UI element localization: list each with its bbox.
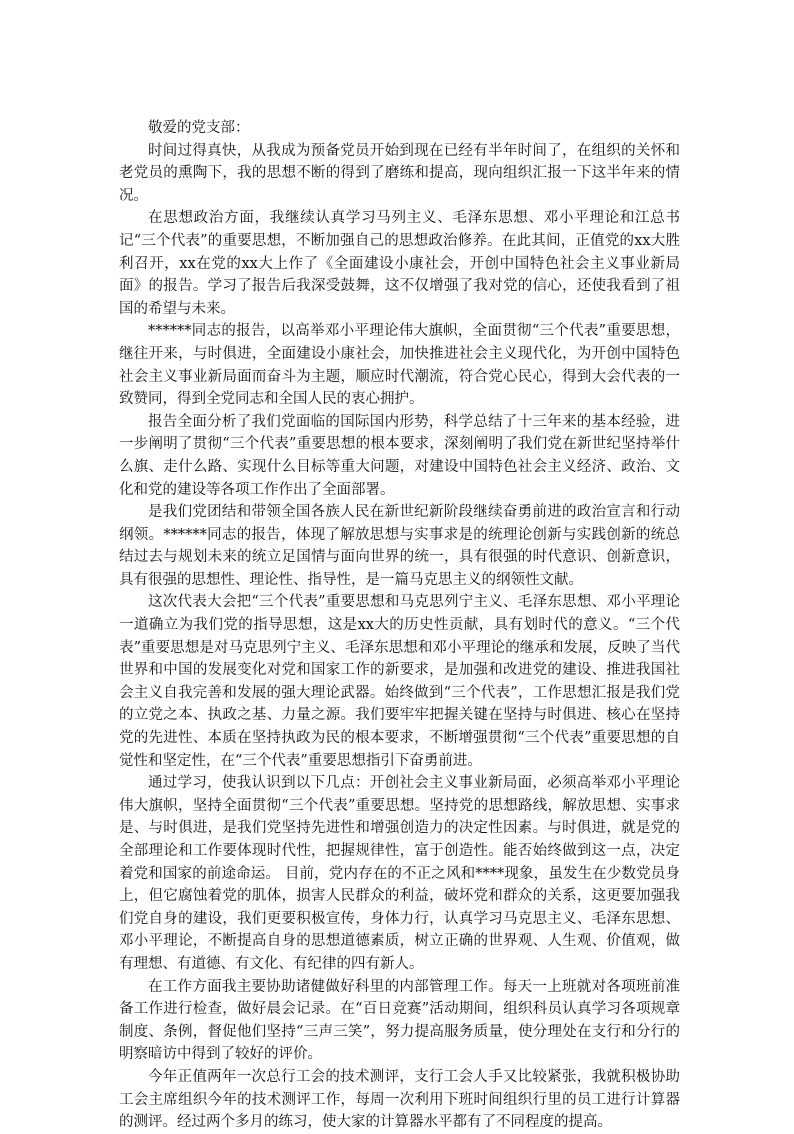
- paragraph-three-represents: 这次代表大会把“三个代表”重要思想和马克思列宁主义、毛泽东思想、邓小平理论一道确立为我们党的指导思想，这是xx大的历史性贡献，具有划时代的意义。“三个代表”重要思想是对马克思列宁主义、毛泽东思想和邓小平理论的继承和发展，反映了当代世界和中国的发展变化对党和国家工作的新要求，是加强和改进党的建设、推进我国社会主义自我完善和发展的强大理论武器。始终做到“三个代表”，工作思想汇报是我们党的立党之本、执政之基、力量之源。我们要牢牢把握关键在坚持与时俱进、核心在坚持党的先进性、本质在坚持执政为民的根本要求，不断增强贯彻“三个代表”重要思想的自觉性和坚定性，在“三个代表”重要思想指引下奋勇前进。: [119, 594, 680, 769]
- paragraph-technical-evaluation: 今年正值两年一次总行工会的技术测评，支行工会人手又比较紧张，我就积极协助工会主席组织今年的技术测评工作，每周一次利用下班时间组织行里的员工进行计算器的测评。经过两个多月的练习，使大家的计算器水平都有了不同程度的提高。: [119, 1068, 680, 1131]
- paragraph-intro: 时间过得真快，从我成为预备党员开始到现在已经有半年时间了，在组织的关怀和老党员的熏陶下，我的思想不断的得到了磨练和提高，现向组织汇报一下这半年来的情况。: [119, 142, 680, 204]
- paragraph-report-theme: ******同志的报告，以高举邓小平理论伟大旗帜，全面贯彻“三个代表”重要思想，继往开来，与时俱进，全面建设小康社会，加快推进社会主义现代化，为开创中国特色社会主义事业新局面而奋斗为主题，顺应时代潮流，符合党心民心，得到大会代表的一致赞同，得到全党同志和全国人民的衷心拥护。: [119, 323, 680, 408]
- salutation: 敬爱的党支部：: [148, 120, 250, 136]
- paragraph-report-analysis: 报告全面分析了我们党面临的国际国内形势，科学总结了十三年来的基本经验，进一步阐明了贯彻“三个代表”重要思想的根本要求，深刻阐明了我们党在新世纪坚持举什么旗、走什么路、实现什么目标等重大问题，对建设中国特色社会主义经济、政治、文化和党的建设等各项工作作出了全面部署。: [119, 413, 680, 498]
- paragraph-work: 在工作方面我主要协助诸健做好科里的内部管理工作。每天一上班就对各项班前准备工作进行检查，做好晨会记录。在“百日竞赛”活动期间，组织科员认真学习各项规章制度、条例，督促他们坚持“三声三笑”，努力提高服务质量，使分理处在支行和分行的明察暗访中得到了较好的评价。: [119, 978, 680, 1063]
- document-page: [119, 117, 680, 1134]
- paragraph-political-thought: 在思想政治方面，我继续认真学习马列主义、毛泽东思想、邓小平理论和江总书记“三个代表”的重要思想，不断加强自己的思想政治修养。在此其间，正值党的xx大胜利召开，xx在党的xx大上作了《全面建设小康社会，开创中国特色社会主义事业新局面》的报告。学习了报告后我深受鼓舞，这不仅增强了我对党的信心，还使我看到了祖国的希望与未来。: [119, 210, 680, 317]
- paragraph-political-declaration: 是我们党团结和带领全国各族人民在新世纪新阶段继续奋勇前进的政治宣言和行动纲领。******同志的报告，体现了解放思想与实事求是的统理论创新与实践创新的统总结过去与规划未来的统立足国情与面向世界的统一，具有很强的时代意识、创新意识，具有很强的思想性、理论性、指导性，是一篇马克思主义的纲领性文献。: [119, 504, 680, 588]
- paragraph-learning-insights: 通过学习，使我认识到以下几点：开创社会主义事业新局面，必须高举邓小平理论伟大旗帜，坚持全面贯彻“三个代表”重要思想。坚持党的思想路线，解放思想、实事求是、与时俱进，是我们党坚持先进性和增强创造力的决定性因素。与时俱进，就是党的全部理论和工作要体现时代性，把握规律性，富于创造性。能否始终做到这一点，决定着党和国家的前途命运。 目前，党内存在的不正之风和****现象，虽发生在少数党员身上，但它腐蚀着党的肌体，损害人民群众的利益，破坏党和群众的关系，这更要加强我们党自身的建设，我们更要积极宣传，身体力行，认真学习马克思主义、毛泽东思想、邓小平理论，不断提高自身的思想道德素质，树立正确的世界观、人生观、价值观，做有理想、有道德、有文化、有纪律的四有新人。: [119, 775, 680, 972]
